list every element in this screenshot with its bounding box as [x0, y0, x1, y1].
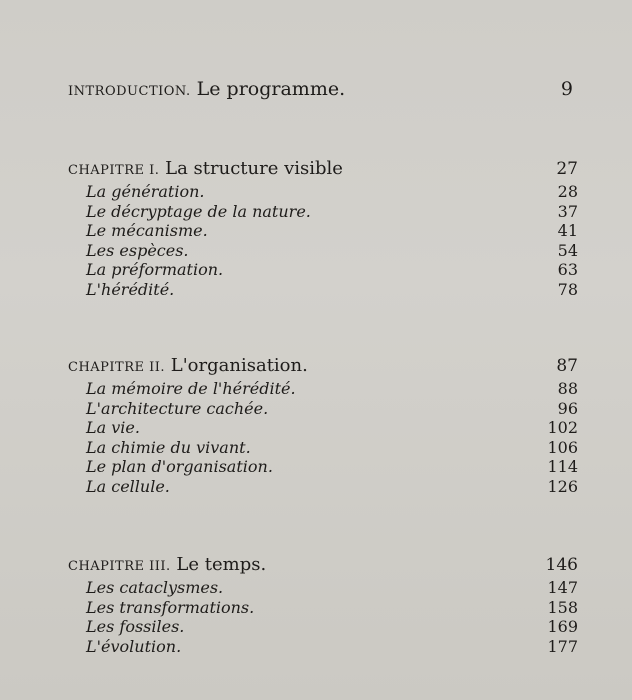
section-title: La génération. [86, 182, 205, 201]
chapter-title: L'organisation. [170, 355, 308, 376]
chapter-label: CHAPITRE I. [68, 163, 160, 178]
section-entry [86, 399, 578, 419]
section-entry [86, 418, 578, 438]
chapter-heading [68, 355, 578, 376]
toc-introduction [68, 78, 573, 100]
intro-page-number: 9 [560, 78, 573, 100]
section-page-number: 78 [557, 279, 578, 299]
chapter-title: Le temps. [176, 554, 267, 575]
section-entry [86, 617, 578, 637]
section-page-number: 37 [557, 201, 578, 221]
section-entry [86, 221, 578, 241]
section-page-number: 88 [557, 379, 578, 398]
section-page-number: 126 [547, 476, 578, 496]
section-page-number: 63 [557, 260, 578, 279]
section-page-number: 106 [547, 437, 578, 457]
section-entry [86, 578, 578, 598]
section-entry [86, 202, 578, 222]
chapter-label: CHAPITRE II. [68, 360, 166, 375]
section-title: L'hérédité. [86, 279, 175, 299]
section-title: La chimie du vivant. [86, 437, 251, 457]
section-title: Le mécanisme. [86, 221, 208, 240]
section-entry [86, 457, 578, 477]
section-list [86, 379, 578, 496]
section-page-number: 54 [557, 240, 578, 260]
intro-title: Le programme. [196, 78, 346, 100]
section-title: Le décryptage de la nature. [86, 201, 311, 221]
section-title: L'évolution. [86, 636, 182, 656]
section-entry [86, 260, 578, 280]
section-entry [86, 637, 578, 657]
section-title: Le plan d'organisation. [86, 457, 273, 476]
toc-chapter-2 [68, 355, 578, 496]
intro-label: INTRODUCTION. [68, 84, 191, 99]
section-title: La vie. [86, 418, 140, 437]
section-page-number: 96 [557, 398, 578, 418]
section-title: La préformation. [86, 260, 224, 279]
section-entry [86, 379, 578, 399]
section-list [86, 182, 578, 299]
chapter-page-number: 146 [545, 555, 578, 575]
section-entry [86, 241, 578, 261]
section-entry [86, 438, 578, 458]
section-page-number: 28 [557, 182, 578, 201]
chapter-heading [68, 554, 578, 575]
chapter-heading [68, 158, 578, 179]
section-entry [86, 477, 578, 497]
section-title: L'architecture cachée. [86, 398, 269, 418]
section-page-number: 41 [557, 221, 578, 240]
toc-chapter-3 [68, 554, 578, 656]
section-page-number: 158 [547, 597, 578, 617]
section-page-number: 102 [547, 418, 578, 437]
section-title: Les cataclysmes. [86, 578, 224, 597]
section-title: La cellule. [86, 476, 170, 496]
section-list [86, 578, 578, 656]
section-entry [86, 598, 578, 618]
section-page-number: 169 [547, 617, 578, 636]
section-page-number: 147 [547, 578, 578, 597]
section-page-number: 177 [547, 636, 578, 656]
section-page-number: 114 [547, 457, 578, 476]
section-entry [86, 280, 578, 300]
chapter-label: CHAPITRE III. [68, 559, 171, 574]
chapter-page-number: 27 [556, 159, 578, 179]
toc-chapter-1 [68, 158, 578, 299]
section-title: La mémoire de l'hérédité. [86, 379, 296, 398]
section-title: Les espèces. [86, 240, 189, 260]
section-entry [86, 182, 578, 202]
section-title: Les fossiles. [86, 617, 185, 636]
chapter-title: La structure visible [165, 158, 343, 179]
intro-heading [68, 78, 345, 100]
section-title: Les transformations. [86, 597, 255, 617]
chapter-page-number: 87 [556, 356, 578, 376]
